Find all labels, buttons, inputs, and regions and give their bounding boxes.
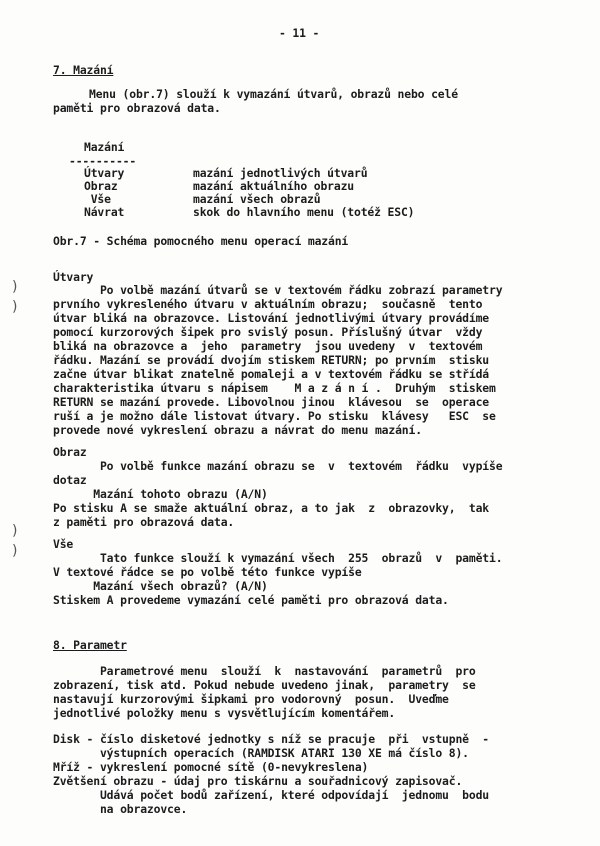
body-line: začne útvar blikat znatelně pomaleji a v textovém řádku se střídá [53,367,490,381]
menu-item-key: Obraz [84,179,118,193]
binding-mark: ) [12,543,18,559]
body-line: z paměti pro obrazová data. [53,515,235,529]
figure-caption: Obr.7 - Schéma pomocného menu operací mazání [53,234,349,248]
subsection-title-obraz: Obraz [53,445,87,459]
menu-rule: ---------- [69,154,137,168]
body-line: Mazání tohoto obrazu (A/N) [53,487,268,501]
body-line: provede nové vykreslení obrazu a návrat do menu mazání. [53,423,422,437]
body-line: charakteristika útvaru s nápisem M a z á n í . Druhým stiskem [53,381,496,395]
menu-title: Mazání [84,140,125,154]
body-line: jednotlivé položky menu s vysvětlujícím komentářem. [53,706,396,720]
parameter-item: Zvětšení obrazu - údaj pro tiskárnu a souřadnicový zapisovač. [53,774,463,788]
menu-item-desc: skok do hlavního menu (totéž ESC) [193,205,415,219]
section-8-heading: 8. Parametr [53,638,127,652]
page-number: - 11 - [279,26,320,40]
body-line: ruší a je možno dále listovat útvary. Po stisku klávesy ESC se [53,409,496,423]
body-line: Mazání všech obrazů? (A/N) [53,579,268,593]
parameter-item: Mříž - vykreslení pomocné sítě (0-nevykreslena) [53,760,369,774]
binding-mark: ) [12,299,18,315]
section-7-heading: 7. Mazání [53,63,114,77]
body-line: Po volbě mazání útvarů se v textovém řádku zobrazí parametry [53,283,503,297]
menu-item-key: Návrat [84,205,125,219]
binding-mark: ) [12,523,18,539]
body-line: řádku. Mazání se provádí dvojím stiskem RETURN; po prvním stisku [53,353,490,367]
parameter-item: výstupních operacích (RAMDISK ATARI 130 XE má číslo 8). [53,746,469,760]
parameter-item: na obrazovce. [53,802,188,816]
section-7-intro-line: Menu (obr.7) slouží k vymazání útvarů, obrazů nebo celé [89,87,458,101]
parameter-item: Udává počet bodů zařízení, které odpovídají jednomu bodu [53,788,490,802]
body-line: nastavují kurzorovými šipkami pro vodorovný posun. Uveďme [53,692,449,706]
subsection-title-utvary: Útvary [53,270,94,284]
menu-item-key: Vše [84,192,111,206]
body-line: bliká na obrazovce a jeho parametry jsou uvedeny v textovém [53,339,483,353]
body-line: zobrazení, tisk atd. Pokud nebude uvedeno jinak, parametry se [53,678,476,692]
body-line: V textové řádce se po volbě této funkce vypíše [53,565,362,579]
menu-item-desc: mazání jednotlivých útvarů [193,166,368,180]
body-line: dotaz [53,473,87,487]
menu-item-desc: mazání aktuálního obrazu [193,179,354,193]
menu-item-key: Útvary [84,166,125,180]
body-line: Stiskem A provedeme vymazání celé paměti pro obrazová data. [53,593,449,607]
body-line: Tato funkce slouží k vymazání všech 255 obrazů v paměti. [53,551,503,565]
body-line: prvního vykresleného útvaru v aktuálním obrazu; současně tento [53,297,483,311]
body-line: RETURN se mazání provede. Libovolnou jinou klávesou se operace [53,395,490,409]
body-line: Po volbě funkce mazání obrazu se v textovém řádku vypíše [53,459,503,473]
menu-item-desc: mazání všech obrazů [193,192,321,206]
body-line: Po stisku A se smaže aktuální obraz, a to jak z obrazovky, tak [53,501,490,515]
section-7-intro-line: paměti pro obrazová data. [53,101,221,115]
parameter-item: Disk - číslo disketové jednotky s níž se pracuje při vstupně - [53,732,490,746]
binding-mark: ) [12,279,18,295]
body-line: pomocí kurzorových šipek pro svislý posun. Příslušný útvar vždy [53,325,483,339]
subsection-title-vse: Vše [53,537,74,551]
body-line: Parametrové menu slouží k nastavování parametrů pro [53,664,476,678]
body-line: útvar bliká na obrazovce. Listování jednotlivými útvary provádíme [53,311,490,325]
